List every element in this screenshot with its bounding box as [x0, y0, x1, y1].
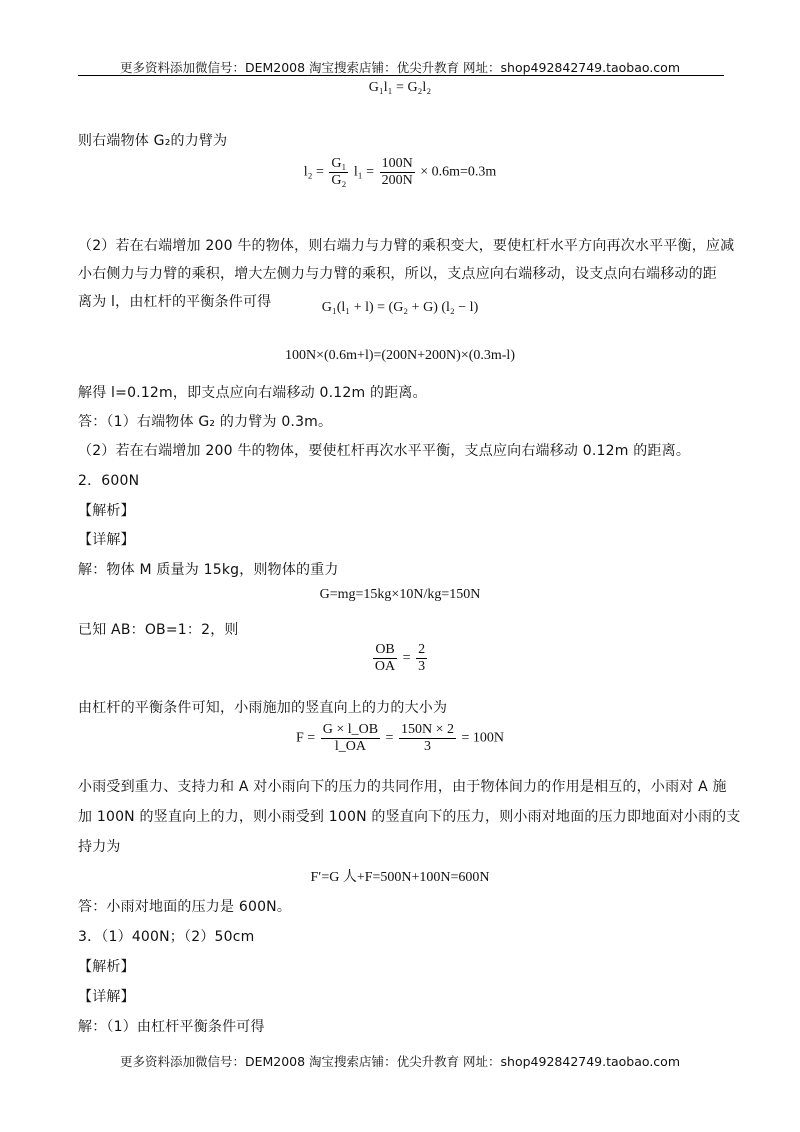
eq-equals: = — [402, 650, 411, 666]
question-number: 2．600N — [78, 473, 140, 489]
fraction-numerator: 100N — [381, 156, 413, 171]
equation-new-balance: G₁(l₁ + l) = (G₂ + G) (l₂ − l) — [321, 300, 479, 315]
section-label: 【详解】 — [78, 989, 135, 1005]
fraction-numerator: G × l_OB — [322, 722, 379, 737]
eq-lhs: F = — [296, 730, 316, 746]
text-line: 则右端物体 G₂的力臂为 — [78, 133, 228, 149]
eq-lhs: l₂ = — [303, 164, 324, 180]
eq-equals: = — [385, 730, 394, 746]
fraction-denominator: 3 — [418, 659, 426, 674]
text-line: 答：小雨对地面的压力是 600N。 — [78, 899, 292, 915]
text-line: 已知 AB：OB=1：2，则 — [78, 622, 239, 638]
text-line: 解：（1）由杠杆平衡条件可得 — [78, 1019, 265, 1035]
fraction-denominator: G₂ — [331, 173, 347, 188]
equation-balance: G₁l₁ = G₂l₂ — [368, 80, 432, 95]
page-header: 更多资料添加微信号：DEM2008 淘宝搜索店铺：优尖升教育 网址：shop492842749.taobao.com — [119, 60, 681, 75]
equation-weight: G=mg=15kg×10N/kg=150N — [319, 587, 481, 602]
eq-mid: l₁ = — [353, 164, 375, 180]
section-label: 【解析】 — [78, 503, 135, 519]
text-line: 加 100N 的竖直向上的力，则小雨受到 100N 的竖直向下的压力，则小雨对地面的压力即地面对小雨的支 — [78, 809, 741, 825]
fraction-numerator: 150N × 2 — [400, 722, 454, 737]
text-line: 小右侧力与力臂的乘积，增大左侧力与力臂的乘积，所以，支点应向右端移动，设支点向右端移动的距 — [78, 266, 717, 282]
question-number: 3．（1）400N；（2）50cm — [78, 929, 255, 945]
text-line: （2）若在右端增加 200 牛的物体，则右端力与力臂的乘积变大，要使杠杆水平方向再次水平平衡，应减 — [78, 238, 735, 254]
fraction-denominator: 3 — [423, 739, 431, 754]
text-line: 解：物体 M 质量为 15kg，则物体的重力 — [78, 562, 339, 578]
equation-numeric-balance: 100N×(0.6m+l)=(200N+200N)×(0.3m-l) — [284, 348, 515, 363]
fraction-numerator: G₁ — [331, 156, 347, 171]
header-divider — [78, 75, 724, 76]
eq-rhs: × 0.6m=0.3m — [420, 164, 497, 180]
text-line: 答：（1）右端物体 G₂ 的力臂为 0.3m。 — [78, 414, 333, 430]
text-line: 小雨受到重力、支持力和 A 对小雨向下的压力的共同作用，由于物体间力的作用是相互的，小雨对 A 施 — [78, 779, 727, 795]
fraction-denominator: OA — [374, 659, 396, 674]
section-label: 【解析】 — [78, 959, 135, 975]
fraction — [321, 722, 380, 755]
fraction-denominator: l_OA — [334, 739, 366, 754]
fraction-denominator: 200N — [381, 173, 413, 188]
fraction — [373, 642, 397, 675]
eq-rhs: = 100N — [461, 730, 504, 746]
text-line: （2）若在右端增加 200 牛的物体，要使杠杆再次水平平衡，支点应向右端移动 0.12m 的距离。 — [78, 443, 691, 459]
fraction — [380, 156, 415, 189]
fraction-numerator: 2 — [418, 642, 426, 657]
equation-l2 — [0, 156, 800, 189]
equation-ratio — [0, 642, 800, 675]
text-line: 离为 l，由杠杆的平衡条件可得 — [78, 294, 272, 310]
fraction — [399, 722, 456, 755]
page-footer: 更多资料添加微信号：DEM2008 淘宝搜索店铺：优尖升教育 网址：shop492842749.taobao.com — [119, 1054, 681, 1069]
text-line: 由杠杆的平衡条件可知，小雨施加的竖直向上的力的大小为 — [78, 700, 448, 716]
section-label: 【详解】 — [78, 532, 135, 548]
text-line: 持力为 — [78, 839, 121, 855]
fraction-numerator: OB — [373, 642, 397, 659]
text-line: 解得 l=0.12m，即支点应向右端移动 0.12m 的距离。 — [78, 385, 427, 401]
fraction — [416, 642, 427, 675]
equation-force — [0, 722, 800, 755]
equation-support-force: F′=G 人+F=500N+100N=600N — [310, 870, 490, 885]
fraction — [329, 156, 348, 189]
